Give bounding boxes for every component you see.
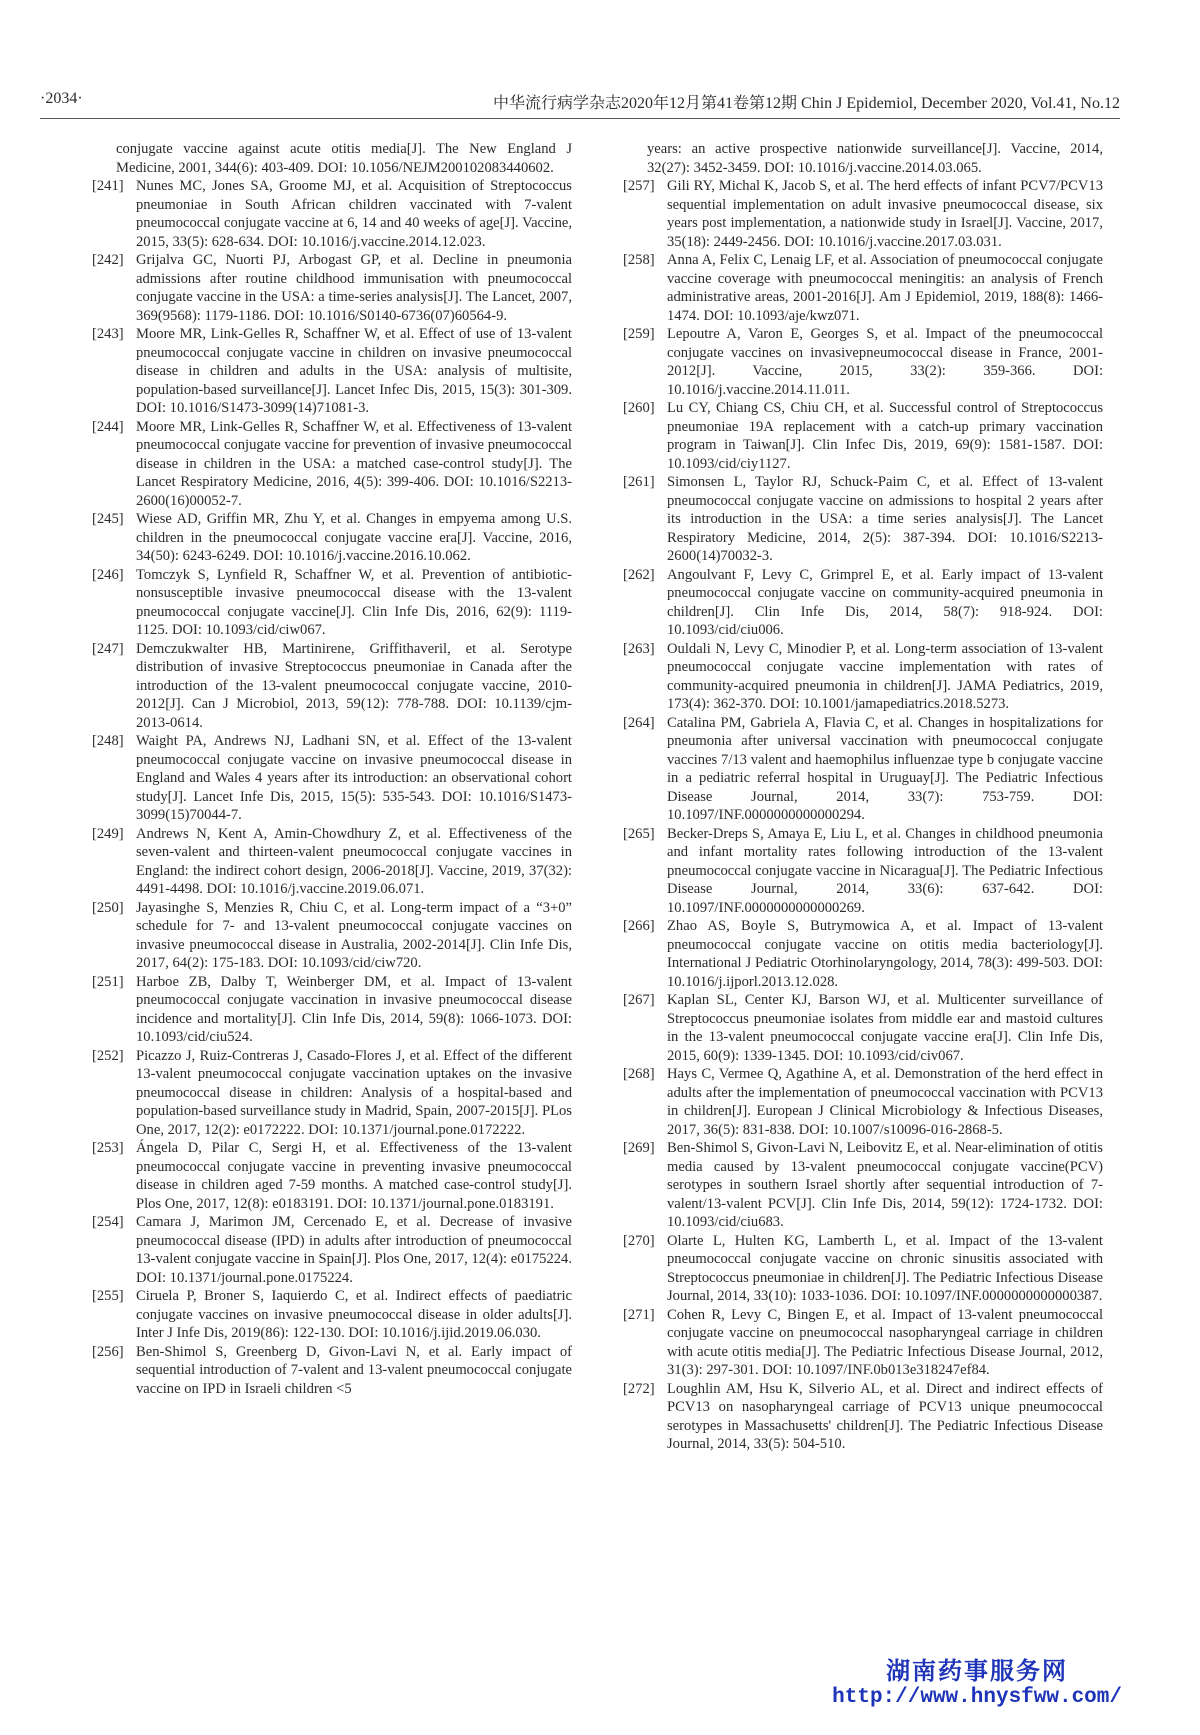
reference-text: Camara J, Marimon JM, Cercenado E, et al. Decrease of invasive pneumococcal disease (IPD) in adults after introduction of pneumococcal 13-valent conjugate vaccine in Spain[J]. Plos One, 2017, 12(4): e0175224. DOI: 10.1371/journal.pone.0175224. [136,1214,572,1286]
reference-entry [623,1380,1103,1454]
reference-text: Demczukwalter HB, Martinirene, Griffithaveril, et al. Serotype distribution of invasive Streptococcus pneumoniae in Canada after the introduction of the 13-valent pneumococcal conjugate vaccine, 2010-2012[J]. Can J Microbiol, 2013, 59(12): 778-788. DOI: 10.1139/cjm-2013-0614. [136,640,572,731]
reference-number: [270] [623,1232,655,1249]
reference-number: [249] [92,825,124,842]
reference-entry [623,1065,1103,1139]
reference-number: [241] [92,178,124,194]
reference-text: Moore MR, Link-Gelles R, Schaffner W, et al. Effect of use of 13-valent pneumococcal conjugate vaccine in children on invasive pneumococcal disease in children and adults in the USA: analysis of multisite, population-based surveillance[J]. Lancet Infec Dis, 2015, 15(3): 301-309. DOI: 10.1016/S1473-3099(14)71081-3. [136,326,572,416]
reference-entry [92,899,572,973]
reference-number: [242] [92,252,124,268]
reference-number: [253] [92,1140,124,1156]
reference-text: Waight PA, Andrews NJ, Ladhani SN, et al. Effect of the 13-valent pneumococcal conjugate vaccine on invasive pneumococcal disease in England and Wales 4 years after its introduction: an observational cohort study[J]. Lancet Infe Dis, 2015, 15(5): 535-543. DOI: 10.1016/S1473-3099(15)70044-7. [136,733,572,823]
reference-text: Simonsen L, Taylor RJ, Schuck-Paim C, et al. Effect of 13-valent pneumococcal conjugate vaccine on admissions to hospital 2 years after its introduction in the USA: a time series analysis[J]. The Lancet Respiratory Medicine, 2014, 2(5): 387-394. DOI: 10.1016/S2213-2600(14)70032-3. [667,474,1103,564]
reference-text: Cohen R, Levy C, Bingen E, et al. Impact of 13-valent pneumococcal conjugate vaccine on pneumococcal nasopharyngeal carriage in children with acute otitis media[J]. The Pediatric Infectious Disease Journal, 2012, 31(3): 297-301. DOI: 10.1097/INF.0b013e318247ef84. [667,1306,1103,1378]
reference-text: Hays C, Vermee Q, Agathine A, et al. Demonstration of the herd effect in adults after the implementation of pneumococcal vaccination with PCV13 in children[J]. European J Clinical Microbiology & Infectious Diseases, 2017, 36(5): 831-838. DOI: 10.1007/s10096-016-2868-5. [667,1066,1103,1138]
reference-number: [243] [92,326,124,342]
reference-entry [92,251,572,325]
reference-continuation: years: an active prospective nationwide surveillance[J]. Vaccine, 2014, 32(27): 3452-3459. DOI: 10.1016/j.vaccine.2014.03.065. [647,141,1103,176]
left-column [92,140,572,1398]
reference-number: [248] [92,733,124,749]
reference-number: [269] [623,1140,655,1156]
reference-entry [623,1306,1103,1380]
reference-text: Wiese AD, Griffin MR, Zhu Y, et al. Changes in empyema among U.S. children in the pneumococcal conjugate vaccine era[J]. Vaccine, 2016, 34(50): 6243-6249. DOI: 10.1016/j.vaccine.2016.10.062. [136,511,572,564]
reference-entry [623,399,1103,473]
reference-entry [92,566,572,640]
watermark [832,1651,1122,1709]
reference-entry [623,640,1103,714]
reference-text: Picazzo J, Ruiz-Contreras J, Casado-Flores J, et al. Effect of the different 13-valent pneumococcal conjugate vaccination uptakes on the invasive pneumococcal disease in children: Analysis of a hospital-based and population-based surveillance study in Madrid, Spain, 2007-2015[J]. PLos One, 2017, 12(2): e0172222. DOI: 10.1371/journal.pone.0172222. [136,1047,572,1138]
reference-number: [252] [92,1047,124,1064]
reference-entry [623,825,1103,918]
reference-entry [623,251,1103,325]
reference-text: Ángela D, Pilar C, Sergi H, et al. Effectiveness of the 13-valent pneumococcal conjugate vaccine in preventing invasive pneumococcal disease in children aged 7-59 months. A matched case-control study[J]. Plos One, 2017, 12(8): e0183191. DOI: 10.1371/journal.pone.0183191. [136,1140,572,1212]
reference-text: Zhao AS, Boyle S, Butrymowica A, et al. Impact of 13-valent pneumococcal conjugate vaccine on otitis media bacteriology[J]. International J Pediatric Otorhinolaryngology, 2014, 78(3): 499-503. DOI: 10.1016/j.ijporl.2013.12.028. [667,918,1103,990]
reference-entry [623,473,1103,566]
header-rule [40,118,1120,119]
reference-text: Lepoutre A, Varon E, Georges S, et al. Impact of the pneumococcal conjugate vaccines on invasivepneumococcal disease in France, 2001-2012[J]. Vaccine, 2015, 33(2): 359-366. DOI: 10.1016/j.vaccine.2014.11.011. [667,326,1103,398]
reference-number: [259] [623,326,655,342]
reference-text: Becker-Dreps S, Amaya E, Liu L, et al. Changes in childhood pneumonia and infant mortality rates following introduction of the 13-valent pneumococcal conjugate vaccine in Nicaragua[J]. The Pediatric Infectious Disease Journal, 2014, 33(6): 637-642. DOI: 10.1097/INF.0000000000000269. [667,825,1103,916]
reference-text: Grijalva GC, Nuorti PJ, Arbogast GP, et al. Decline in pneumonia admissions after routine childhood immunisation with pneumococcal conjugate vaccine in the USA: a time-series analysis[J]. The Lancet, 2007, 369(9568): 1179-1186. DOI: 10.1016/S0140-6736(07)60564-9. [136,252,572,324]
reference-number: [265] [623,825,655,842]
reference-text: Lu CY, Chiang CS, Chiu CH, et al. Successful control of Streptococcus pneumoniae 19A replacement with a catch-up primary vaccination program in Taiwan[J]. Clin Infec Dis, 2019, 69(9): 1581-1587. DOI: 10.1093/cid/ciy1127. [667,400,1103,472]
reference-entry [92,1287,572,1343]
reference-text: Gili RY, Michal K, Jacob S, et al. The herd effects of infant PCV7/PCV13 sequential implementation on adult invasive pneumococcal disease, six years post implementation, a nationwide study in Israel[J]. Vaccine, 2017, 35(18): 2449-2456. DOI: 10.1016/j.vaccine.2017.03.031. [667,178,1103,250]
reference-entry [92,640,572,733]
reference-number: [268] [623,1066,655,1082]
reference-entry [92,1047,572,1140]
reference-entry [623,1232,1103,1306]
reference-entry [623,177,1103,251]
reference-text: Andrews N, Kent A, Amin-Chowdhury Z, et al. Effectiveness of the seven-valent and thirteen-valent pneumococcal conjugate vaccines in England: the indirect cohort design, 2006-2018[J]. Vaccine, 2019, 37(32): 4491-4498. DOI: 10.1016/j.vaccine.2019.06.071. [136,825,572,897]
reference-number: [255] [92,1288,124,1304]
reference-number: [256] [92,1343,124,1360]
reference-text: Ouldali N, Levy C, Minodier P, et al. Long-term association of 13-valent pneumococcal conjugate vaccine implementation with rates of community-acquired pneumonia in children[J]. JAMA Pediatrics, 2019, 173(4): 362-370. DOI: 10.1001/jamapediatrics.2018.5273. [667,640,1103,712]
reference-text: Jayasinghe S, Menzies R, Chiu C, et al. Long-term impact of a “3+0” schedule for 7- and 13-valent pneumococcal conjugate vaccines on invasive pneumococcal disease in Australia, 2002-2014[J]. Clin Infe Dis, 2017, 64(2): 175-183. DOI: 10.1093/cid/ciw720. [136,899,572,971]
reference-entry [92,1343,572,1399]
reference-entry [623,566,1103,640]
reference-text: Harboe ZB, Dalby T, Weinberger DM, et al. Impact of 13-valent pneumococcal conjugate vaccination in invasive pneumococcal disease incidence and mortality[J]. Clin Infe Dis, 2014, 59(8): 1066-1073. DOI: 10.1093/cid/ciu524. [136,973,572,1045]
reference-number: [250] [92,899,124,916]
reference-number: [247] [92,640,124,657]
reference-text: Olarte L, Hulten KG, Lamberth L, et al. Impact of the 13-valent pneumococcal conjugate vaccine on chronic sinusitis associated with Streptococcus pneumoniae in children[J]. The Pediatric Infectious Disease Journal, 2014, 33(10): 1033-1036. DOI: 10.1097/INF.0000000000000387. [667,1232,1103,1304]
reference-text: Ben-Shimol S, Greenberg D, Givon-Lavi N, et al. Early impact of sequential introduction of 7-valent and 13-valent pneumococcal conjugate vaccine on IPD in Israeli children <5 [136,1343,572,1397]
reference-number: [251] [92,973,124,990]
reference-text: Ben-Shimol S, Givon-Lavi N, Leibovitz E, et al. Near-elimination of otitis media caused by 13-valent pneumococcal conjugate vaccine(PCV) serotypes in southern Israel shortly after sequential introduction of 7-valent/13-valent PCV[J]. Clin Infe Dis, 2014, 59(12): 1724-1732. DOI: 10.1093/cid/ciu683. [667,1140,1103,1230]
reference-text: Catalina PM, Gabriela A, Flavia C, et al. Changes in hospitalizations for pneumonia after universal vaccination with pneumococcal conjugate vaccines 7/13 valent and haemophilus influenzae type b conjugate vaccine in a pediatric referral hospital in Uruguay[J]. The Pediatric Infectious Disease Journal, 2014, 33(7): 753-759. DOI: 10.1097/INF.0000000000000294. [667,714,1103,823]
reference-number: [267] [623,992,655,1008]
reference-entry [92,177,572,251]
page-number: ·2034· [40,90,83,107]
reference-text: Anna A, Felix C, Lenaig LF, et al. Association of pneumococcal conjugate vaccine coverage with pneumococcal meningitis: an analysis of French administrative areas, 2001-2016[J]. Am J Epidemiol, 2019, 188(8): 1466-1474. DOI: 10.1093/aje/kwz071. [667,252,1103,324]
reference-entry [92,325,572,418]
reference-number: [258] [623,252,655,268]
reference-entry [623,1139,1103,1232]
reference-text: Ciruela P, Broner S, Iaquierdo C, et al. Indirect effects of paediatric conjugate vaccines on invasive pneumococcal disease in older adults[J]. Inter J Infe Dis, 2019(86): 122-130. DOI: 10.1016/j.ijid.2019.06.030. [136,1288,572,1341]
reference-number: [262] [623,566,655,583]
reference-entry [92,732,572,825]
reference-number: [266] [623,918,655,934]
reference-continuation: conjugate vaccine against acute otitis media[J]. The New England J Medicine, 2001, 344(6): 403-409. DOI: 10.1056/NEJM200102083440602. [116,141,572,176]
reference-entry [92,1139,572,1213]
reference-entry [623,714,1103,825]
reference-number: [272] [623,1380,655,1397]
reference-text: Tomczyk S, Lynfield R, Schaffner W, et al. Prevention of antibiotic-nonsusceptible invasive pneumococcal disease with the 13-valent pneumococcal conjugate vaccine[J]. Clin Infe Dis, 2016, 62(9): 1119-1125. DOI: 10.1093/cid/ciw067. [136,566,572,638]
reference-text: Moore MR, Link-Gelles R, Schaffner W, et al. Effectiveness of 13-valent pneumococcal conjugate vaccine for prevention of invasive pneumococcal disease in children in the USA: a matched case-control study[J]. The Lancet Respiratory Medicine, 2016, 4(5): 399-406. DOI: 10.1016/S2213-2600(16)00052-7. [136,418,572,509]
journal-header: 中华流行病学杂志2020年12月第41卷第12期 Chin J Epidemiol, December 2020, Vol.41, No.12 [493,95,1120,112]
reference-entry [92,510,572,566]
reference-entry [92,1213,572,1287]
reference-number: [264] [623,714,655,731]
reference-number: [254] [92,1214,124,1230]
reference-number: [261] [623,474,655,490]
reference-entry [92,825,572,899]
reference-text: Kaplan SL, Center KJ, Barson WJ, et al. Multicenter surveillance of Streptococcus pneumoniae isolates from middle ear and mastoid cultures in the 13-valent pneumococcal conjugate vaccine era[J]. Clin Infe Dis, 2015, 60(9): 1339-1345. DOI: 10.1093/cid/civ067. [667,992,1103,1064]
watermark-title: 湖南药事服务网 [886,1658,1069,1685]
reference-number: [244] [92,418,124,435]
reference-entry [623,991,1103,1065]
reference-number: [246] [92,566,124,583]
reference-entry [623,917,1103,991]
reference-entry [92,973,572,1047]
reference-number: [271] [623,1306,655,1323]
reference-entry [623,325,1103,399]
watermark-url[interactable]: http://www.hnysfww.com/ [832,1686,1122,1709]
reference-text: Loughlin AM, Hsu K, Silverio AL, et al. Direct and indirect effects of PCV13 on nasopharyngeal carriage of PCV13 unique pneumococcal serotypes in Massachusetts' children[J]. The Pediatric Infectious Disease Journal, 2014, 33(5): 504-510. [667,1380,1103,1452]
reference-number: [257] [623,178,655,194]
reference-number: [263] [623,640,655,657]
reference-text: Nunes MC, Jones SA, Groome MJ, et al. Acquisition of Streptococcus pneumoniae in South African children vaccinated with 7-valent pneumococcal conjugate vaccine at 6, 14 and 40 weeks of age[J]. Vaccine, 2015, 33(5): 628-634. DOI: 10.1016/j.vaccine.2014.12.023. [136,178,572,250]
right-column [623,140,1103,1454]
reference-number: [245] [92,511,124,527]
reference-text: Angoulvant F, Levy C, Grimprel E, et al. Early impact of 13-valent pneumococcal conjugate vaccine on community-acquired pneumonia in children[J]. Clin Infe Dis, 2014, 58(7): 918-924. DOI: 10.1093/cid/ciu006. [667,566,1103,638]
reference-entry [92,418,572,511]
reference-number: [260] [623,400,655,416]
